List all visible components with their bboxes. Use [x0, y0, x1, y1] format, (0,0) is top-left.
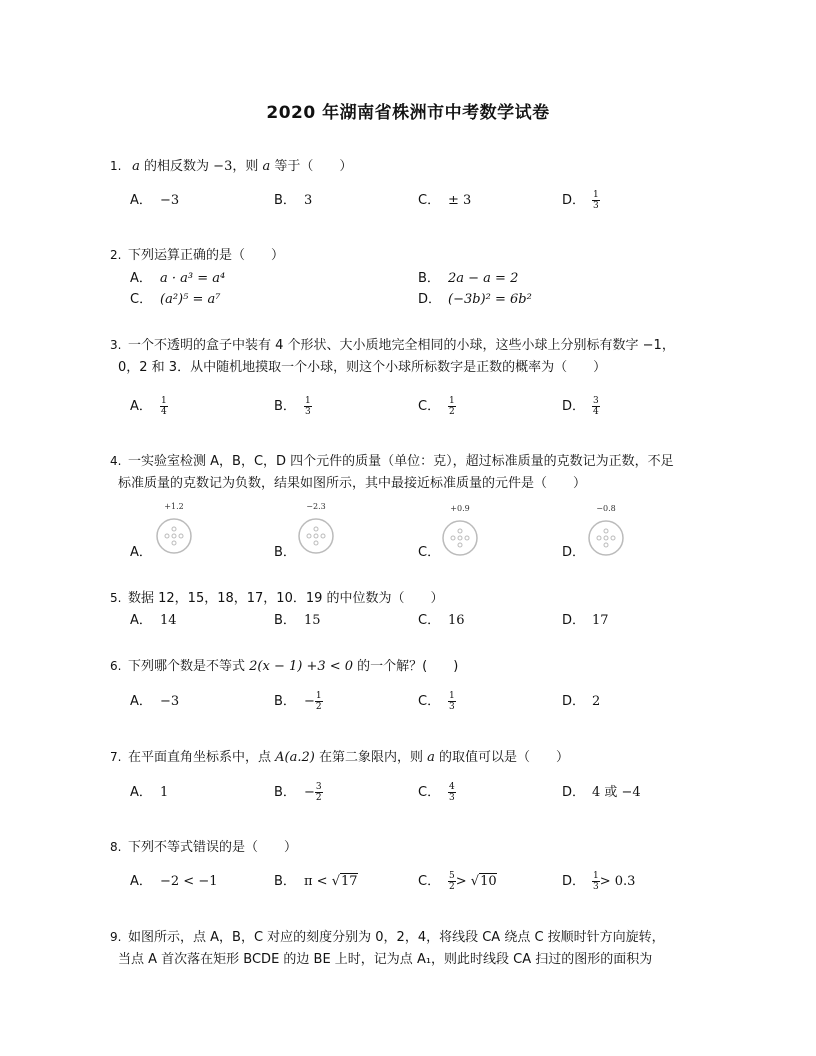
q7-text: 在平面直角坐标系中，点 [128, 750, 276, 765]
option-b[interactable]: B． 2a − a = 2 [418, 271, 519, 286]
q3-options [130, 395, 730, 417]
q9-text-line2: 当点 A 首次落在矩形 BCDE 的边 BE 上时，记为点 A₁，则此时线段 CA 扫过的图形的面积为 [118, 952, 653, 967]
q9-text-line1: 如图所示，点 A，B，C 对应的刻度分别为 0，2，4，将线段 CA 绕点 C 按顺时针方向旋转， [128, 930, 665, 945]
option-d[interactable]: D． $\frac{1}{3}$ > 0.3 [562, 871, 636, 892]
question-number: 7. [110, 750, 122, 764]
component-d-ball [586, 504, 626, 558]
q7-point: A(a.2) [275, 750, 315, 765]
option-b[interactable]: B． 15 [274, 613, 321, 628]
q8-options [130, 870, 730, 892]
option-b[interactable]: B． 3 [274, 193, 313, 208]
option-a[interactable]: A． −3 [130, 193, 180, 208]
q1-options [130, 189, 730, 211]
option-d[interactable]: D． (−3b)² = 6b² [418, 292, 532, 307]
q2-options-row2 [130, 288, 730, 310]
question-2 [110, 244, 750, 267]
ball-icon [296, 516, 336, 556]
option-b[interactable]: B． π < √17 [274, 874, 358, 889]
q7-options [130, 781, 730, 803]
var-a: a [132, 159, 140, 174]
component-a-ball [154, 502, 194, 556]
ball-icon [154, 516, 194, 556]
q1-text: 等于（ ） [270, 159, 353, 174]
q7-text: 的取值可以是（ ） [434, 750, 569, 765]
option-b[interactable]: B． [274, 545, 296, 560]
question-number: 4. [110, 454, 122, 468]
component-c-ball [440, 504, 480, 558]
option-c[interactable]: C． $\frac{1}{3}$ [418, 691, 455, 712]
q6-text: 下列哪个数是不等式 [128, 659, 250, 674]
option-c[interactable]: C． $\frac{4}{3}$ [418, 782, 455, 803]
var-a: a [262, 159, 271, 174]
q6-text: 的一个解？( ) [353, 659, 459, 674]
component-b-value: −2.3 [306, 502, 326, 511]
option-c[interactable]: C． ± 3 [418, 193, 472, 208]
var-a: a [427, 750, 435, 765]
option-d[interactable]: D． $\frac{3}{4}$ [562, 396, 599, 417]
option-b[interactable]: B． − $\frac{3}{2}$ [274, 782, 322, 803]
q5-options [130, 609, 730, 631]
question-5 [110, 587, 750, 610]
q4-text-line1: 一实验室检测 A，B，C，D 四个元件的质量（单位：克），超过标准质量的克数记为正数，不足 [128, 454, 674, 469]
option-a[interactable]: A． −3 [130, 694, 180, 709]
q1-text: 的相反数为 [139, 159, 214, 174]
option-d[interactable]: D． [562, 545, 586, 560]
option-a[interactable]: A． [130, 545, 152, 560]
question-1 [110, 155, 750, 178]
q2-text: 下列运算正确的是（ ） [128, 248, 285, 263]
question-number: 2. [110, 248, 122, 262]
q1-text: ，则 [232, 159, 263, 174]
option-c[interactable]: C． (a²)⁵ = a⁷ [130, 292, 221, 307]
component-d-value: −0.8 [596, 504, 616, 513]
component-c-value: +0.9 [450, 504, 470, 513]
q4-text-line2: 标准质量的克数记为负数，结果如图所示，其中最接近标准质量的元件是（ ） [118, 476, 587, 491]
question-number: 9. [110, 930, 122, 944]
component-a-value: +1.2 [164, 502, 184, 511]
question-8 [110, 836, 750, 859]
q7-text: 在第二象限内，则 [314, 750, 428, 765]
question-number: 5. [110, 591, 122, 605]
option-c[interactable]: C． $\frac{1}{2}$ [418, 396, 455, 417]
option-a[interactable]: A． 1 [130, 785, 169, 800]
option-d[interactable]: D． 4 或 −4 [562, 785, 641, 800]
q6-options [130, 690, 730, 712]
question-number: 6. [110, 659, 122, 673]
option-d[interactable]: D． $\frac{1}{3}$ [562, 190, 599, 211]
q5-text: 数据 12，15，18，17，10．19 的中位数为（ ） [128, 591, 444, 606]
q3-text-line1: 一个不透明的盒子中装有 4 个形状、大小质地完全相同的小球，这些小球上分别标有数字 −1， [128, 338, 675, 353]
question-7 [110, 746, 750, 769]
option-c[interactable]: C． 16 [418, 613, 465, 628]
q2-options-row1 [130, 267, 730, 289]
option-b[interactable]: B． $\frac{1}{3}$ [274, 396, 311, 417]
question-number: 8. [110, 840, 122, 854]
component-b-ball [296, 502, 336, 556]
question-9 [110, 926, 750, 971]
ball-icon [586, 518, 626, 558]
question-4 [110, 450, 750, 495]
option-d[interactable]: D． 17 [562, 613, 609, 628]
question-number: 1. [110, 159, 122, 173]
q8-text: 下列不等式错误的是（ ） [128, 840, 298, 855]
q3-text-line2: 0，2 和 3．从中随机地摸取一个小球，则这个小球所标数字是正数的概率为（ ） [118, 360, 607, 375]
exam-title: 2020 年湖南省株洲市中考数学试卷 [266, 103, 550, 123]
option-a[interactable]: A． $\frac{1}{4}$ [130, 396, 167, 417]
option-a[interactable]: A． −2 < −1 [130, 874, 218, 889]
option-b[interactable]: B． − $\frac{1}{2}$ [274, 691, 322, 712]
q4-options [130, 541, 730, 563]
question-6 [110, 655, 750, 678]
option-a[interactable]: A． 14 [130, 613, 177, 628]
ball-icon [440, 518, 480, 558]
question-number: 3. [110, 338, 122, 352]
option-d[interactable]: D． 2 [562, 694, 601, 709]
option-a[interactable]: A． a · a³ = a⁴ [130, 271, 226, 286]
option-c[interactable]: C． $\frac{5}{2}$ > √10 [418, 871, 497, 892]
q1-value: −3 [213, 159, 233, 174]
option-c[interactable]: C． [418, 545, 441, 560]
question-3 [110, 334, 750, 379]
q6-inequality: 2(x − 1) +3 < 0 [249, 659, 354, 674]
